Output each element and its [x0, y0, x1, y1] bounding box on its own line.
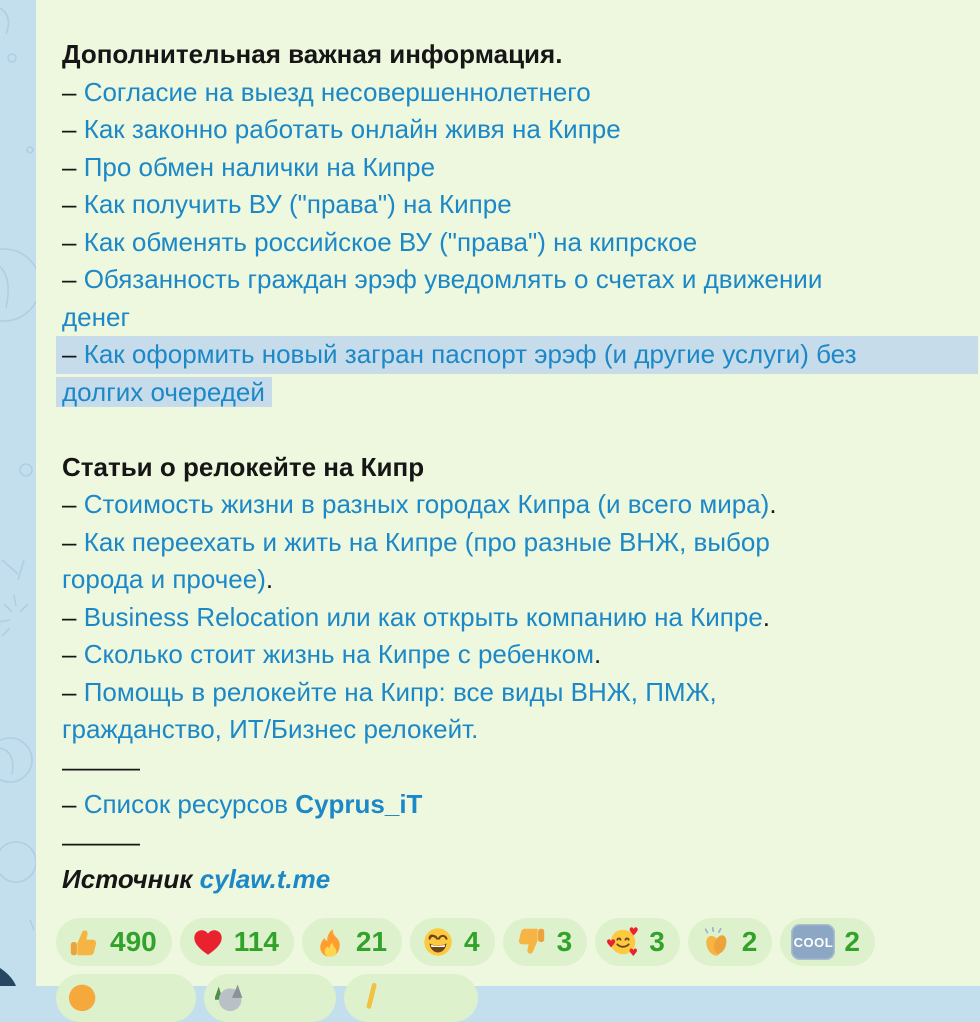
heading-relocation-articles: [62, 449, 978, 487]
text-span: –: [62, 114, 84, 144]
reaction-fire[interactable]: [302, 918, 402, 966]
text-span: –: [62, 789, 84, 819]
chat-background-pattern: [0, 0, 36, 986]
text-span: .: [769, 489, 777, 519]
text-line: [62, 561, 978, 599]
text-span: –: [62, 189, 84, 219]
text-line: [62, 374, 978, 412]
text-span: –: [62, 526, 84, 557]
reaction-count: 490: [110, 926, 157, 957]
inline-link[interactable]: Business Relocation или как открыть компанию на Кипре: [83, 601, 763, 632]
text-span: –: [62, 639, 84, 669]
inline-link[interactable]: города и прочее): [62, 564, 266, 594]
inline-link[interactable]: Помощь в релокейте на Кипр: все виды ВНЖ, ПМЖ,: [83, 676, 717, 707]
reaction-count: 3: [649, 926, 665, 957]
reaction-count: 21: [355, 926, 388, 957]
inline-link[interactable]: Как законно работать онлайн живя на Кипре: [83, 114, 621, 144]
reaction-partial-gray-green[interactable]: [204, 974, 336, 1022]
text-line: [62, 861, 978, 899]
text-span: Источник: [62, 864, 200, 894]
text-line: [62, 299, 978, 337]
text-line: [62, 636, 978, 674]
cool-button-emoji: COOL: [791, 924, 835, 960]
reaction-smiling-face-with-hearts[interactable]: [595, 918, 680, 966]
inline-link[interactable]: долгих очередей: [62, 376, 265, 407]
text-span: ———: [62, 826, 140, 857]
reaction-count: 2: [844, 926, 860, 957]
inline-link[interactable]: Как обменять российское ВУ ("права") на кипрское: [83, 226, 698, 257]
red-heart-emoji: [191, 925, 225, 959]
reaction-cool-button[interactable]: [780, 918, 875, 966]
text-line: [62, 824, 978, 862]
reaction-partial-yellow[interactable]: [344, 974, 478, 1022]
inline-link[interactable]: Стоимость жизни в разных городах Кипра (и всего мира): [83, 489, 770, 519]
inline-link[interactable]: Cyprus_iT: [295, 789, 423, 819]
inline-link[interactable]: cylaw.t.me: [199, 864, 331, 894]
beaming-face-emoji: [421, 925, 455, 959]
text-line: [62, 186, 978, 224]
reaction-red-heart[interactable]: [180, 918, 294, 966]
inline-link[interactable]: Согласие на выезд несовершеннолетнего: [83, 76, 591, 107]
reactions-row-2-partial: [56, 974, 478, 1022]
inline-link[interactable]: Сколько стоит жизнь на Кипре с ребенком: [83, 639, 594, 669]
text-line: [62, 599, 978, 637]
reaction-count: 2: [741, 926, 758, 957]
inline-link[interactable]: Как оформить новый загран паспорт эрэф (и другие услуги) без: [83, 339, 857, 369]
text-line: [62, 786, 978, 824]
reaction-count: 4: [464, 926, 480, 957]
text-span: .: [265, 564, 274, 594]
text-line: [62, 149, 978, 187]
text-line: [62, 486, 978, 524]
text-span: Статьи о релокейте на Кипр: [62, 451, 425, 482]
text-line: [62, 74, 978, 112]
text-span: –: [62, 226, 84, 257]
reaction-beaming-face[interactable]: [410, 918, 495, 966]
fire-emoji: [313, 925, 347, 959]
svg-text:♥: ♥: [606, 936, 617, 951]
text-span: .: [762, 601, 771, 632]
inline-link[interactable]: Список ресурсов: [83, 789, 296, 819]
reaction-thumbs-down[interactable]: [503, 918, 588, 966]
text-span: .: [594, 639, 602, 669]
svg-text:♥: ♥: [628, 947, 639, 959]
text-line: [62, 411, 978, 449]
text-line: [62, 524, 978, 562]
text-line: [62, 261, 978, 299]
reaction-partial-orange[interactable]: [56, 974, 196, 1022]
partial-gray-green-emoji: [215, 979, 249, 1013]
text-span: –: [62, 76, 84, 107]
inline-link[interactable]: Обязанность граждан эрэф уведомлять о счетах и движении: [83, 264, 823, 294]
text-span: –: [62, 601, 84, 632]
clapping-hands-emoji: [699, 925, 733, 959]
text-line: [62, 711, 978, 749]
partial-orange-emoji: [67, 979, 101, 1013]
reaction-count: 3: [556, 926, 573, 957]
thumbs-up-emoji: [67, 925, 101, 959]
text-span: Дополнительная важная информация.: [62, 39, 563, 69]
text-span: –: [62, 264, 84, 294]
message-bubble: [36, 0, 980, 986]
text-span: –: [62, 489, 84, 519]
text-line: [56, 336, 978, 374]
reaction-thumbs-up[interactable]: [56, 918, 172, 966]
message-text: [62, 36, 978, 899]
inline-link[interactable]: гражданство, ИТ/Бизнес релокейт.: [62, 714, 479, 744]
text-line: [62, 224, 978, 262]
smiling-face-with-hearts-emoji: [606, 925, 640, 959]
text-span: –: [62, 676, 84, 707]
text-line: [62, 749, 978, 787]
inline-link[interactable]: Как получить ВУ ("права") на Кипре: [83, 189, 512, 219]
text-span: –: [62, 151, 84, 182]
svg-text:♥: ♥: [628, 925, 640, 939]
reaction-clapping-hands[interactable]: [688, 918, 773, 966]
thumbs-down-emoji: [514, 925, 548, 959]
heading-additional-info: [62, 36, 978, 74]
inline-link[interactable]: денег: [62, 301, 130, 332]
text-line: [62, 111, 978, 149]
inline-link[interactable]: Про обмен налички на Кипре: [83, 151, 436, 182]
reaction-count: 114: [233, 926, 279, 957]
chat-background: [0, 0, 36, 986]
text-span: ———: [62, 751, 140, 782]
text-span: –: [62, 339, 84, 369]
inline-link[interactable]: Как переехать и жить на Кипре (про разные ВНЖ, выбор: [83, 526, 770, 557]
text-line: [62, 674, 978, 712]
partial-yellow-emoji: [355, 979, 389, 1013]
reactions-row-1: [56, 918, 875, 966]
selected-text: [56, 377, 272, 407]
